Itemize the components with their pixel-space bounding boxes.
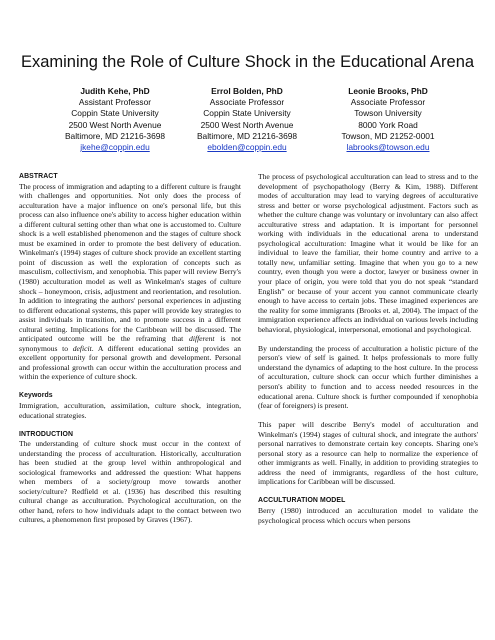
acculturation-model-text: Berry (1980) introduced an acculturation model to validate the psychological process which occurs when persons	[258, 505, 478, 525]
author-name: Leonie Brooks, PhD	[348, 86, 428, 96]
author-city: Baltimore, MD 21216-3698	[64, 130, 166, 141]
keywords-heading: Keywords	[19, 392, 53, 400]
author-institution: Coppin State University	[203, 108, 291, 119]
abstract-text: The process of immigration and adapting to a different culture is fraught with challenges and opportunities. Not only does the process of acculturation have a major influence on one's personal life, but this process can also influence one's ability to access higher education within a different cultural setting other than what one is accustomed to. Culture shock is a well established phenomenon and the stages of culture shock must be examined in order to promote the best delivery of education. Winkelman's (1994) stages of culture shock provide an excellent starting point of discussion as well the exploration of concepts such as masculism, collectivism, and xenophobia. This paper will review Berry's (1980) acculturation model as well as Winkelman's stages of culture shock – honeymoon, crisis, adjustment and reorientation, and resolution. In addition to integrating the authors' personal experiences in adjusting to different educational systems, this paper will provide key strategies to assist individuals in transition, and to promote success in a different cultural setting. Implications for the Caribbean will be discussed. The anticipated outcome will be the reframing that different is not synonymous to deficit. A different educational setting provides an excellent opportunity for personal growth and development. Personal and professional growth can occur within the acculturation process and within the experience of culture shock.	[19, 181, 241, 382]
left-column	[19, 172, 241, 525]
author-2	[172, 86, 322, 153]
author-name: Errol Bolden, PhD	[211, 86, 283, 96]
author-street: 8000 York Road	[358, 119, 418, 130]
author-email-link[interactable]: jkehe@coppin.edu	[80, 142, 150, 153]
author-email-link[interactable]: labrooks@towson.edu	[346, 142, 430, 153]
abstract-emphasis: deficit	[72, 343, 92, 353]
author-position: Associate Professor	[350, 97, 426, 108]
author-city: Towson, MD 21252-0001	[341, 130, 435, 141]
author-city: Baltimore, MD 21216-3698	[196, 130, 298, 141]
acculturation-model-heading: ACCULTURATION MODEL	[258, 497, 346, 505]
author-street: 2500 West North Avenue	[200, 119, 294, 130]
keywords-text: Immigration, acculturation, assimilation, culture shock, integration, educational strategies.	[19, 400, 241, 420]
author-1	[40, 86, 190, 153]
author-3	[313, 86, 463, 153]
body-paragraph: The process of psychological acculturation can lead to stress and to the development of psychopathology (Berry & Kim, 1988). Different modes of acculturation may lead to varying degrees of acculturative stress and better or worse psychological adjustment. Factors such as whether the culture change was voluntary or involuntary can also affect acculturative stress and adaptation. It is important for personnel working with individuals in the educational arena to understand psychological acculturation: Imagine what it would be like for an individual to leave the familiar, their home country and arrive to a totally new, unfamiliar setting. Imagine that when you go to a new country, even though you were a doctor, lawyer or business owner in your place of origin, you were told that you do not speak “standard English” or because of your accent you cannot communicate clearly enough to have access to certain jobs. These imagined experiences are the reality for some immigrants (Brooks et. al, 2004). The impact of the immigration experience affects an individual on various levels including behavioral, physiological, interpersonal, emotional and psychological.	[258, 172, 479, 334]
paper-title: Examining the Role of Culture Shock in the Educational Arena	[20, 53, 475, 71]
introduction-text: The understanding of culture shock must occur in the context of understanding the process of acculturation. Historically, acculturation has been studied at the group level within anthropological and sociological frameworks and addressed the question: What happens when members of a society/group move towards another society/culture? Redfield et al. (1936) has described this resulting cultural change as acculturation. Psychological acculturation, on the other hand, refers to how individuals adapt to the contact between two cultures, a phenomenon first proposed by Graves (1967).	[19, 439, 241, 525]
body-paragraph: By understanding the process of acculturation a holistic picture of the person's view of self is gained. It helps professionals to more fully understand the dynamics of adapting to the host culture. In the process of acculturation, culture shock can occur which further diminishes a person's ability to function and to access needed resources in the educational arena. Culture shock is further compounded if xenophobia (fear of foreigners) is present.	[258, 343, 478, 411]
author-position: Associate Professor	[209, 97, 285, 108]
author-block	[40, 86, 460, 156]
author-name: Judith Kehe, PhD	[80, 86, 150, 96]
abstract-heading: ABSTRACT	[19, 173, 58, 180]
author-institution: Towson University	[354, 108, 422, 119]
body-paragraph: This paper will describe Berry's model of acculturation and Winkelman's (1994) stages of cultural shock, and integrate the authors' personal narratives to demonstrate certain key concepts. Sharing one's personal story as a resource can help to normalize the experience of other immigrants as well. Finally, in addition to providing strategies to address the need of immigrants, regardless of the host culture, implications for Caribbean will be discussed.	[258, 420, 478, 487]
right-column	[258, 172, 478, 525]
author-street: 2500 West North Avenue	[68, 119, 162, 130]
author-email-link[interactable]: ebolden@coppin.edu	[207, 142, 287, 153]
author-position: Assistant Professor	[78, 97, 152, 108]
abstract-emphasis: different	[189, 334, 215, 344]
author-institution: Coppin State University	[71, 108, 159, 119]
introduction-heading: INTRODUCTION	[19, 430, 74, 438]
